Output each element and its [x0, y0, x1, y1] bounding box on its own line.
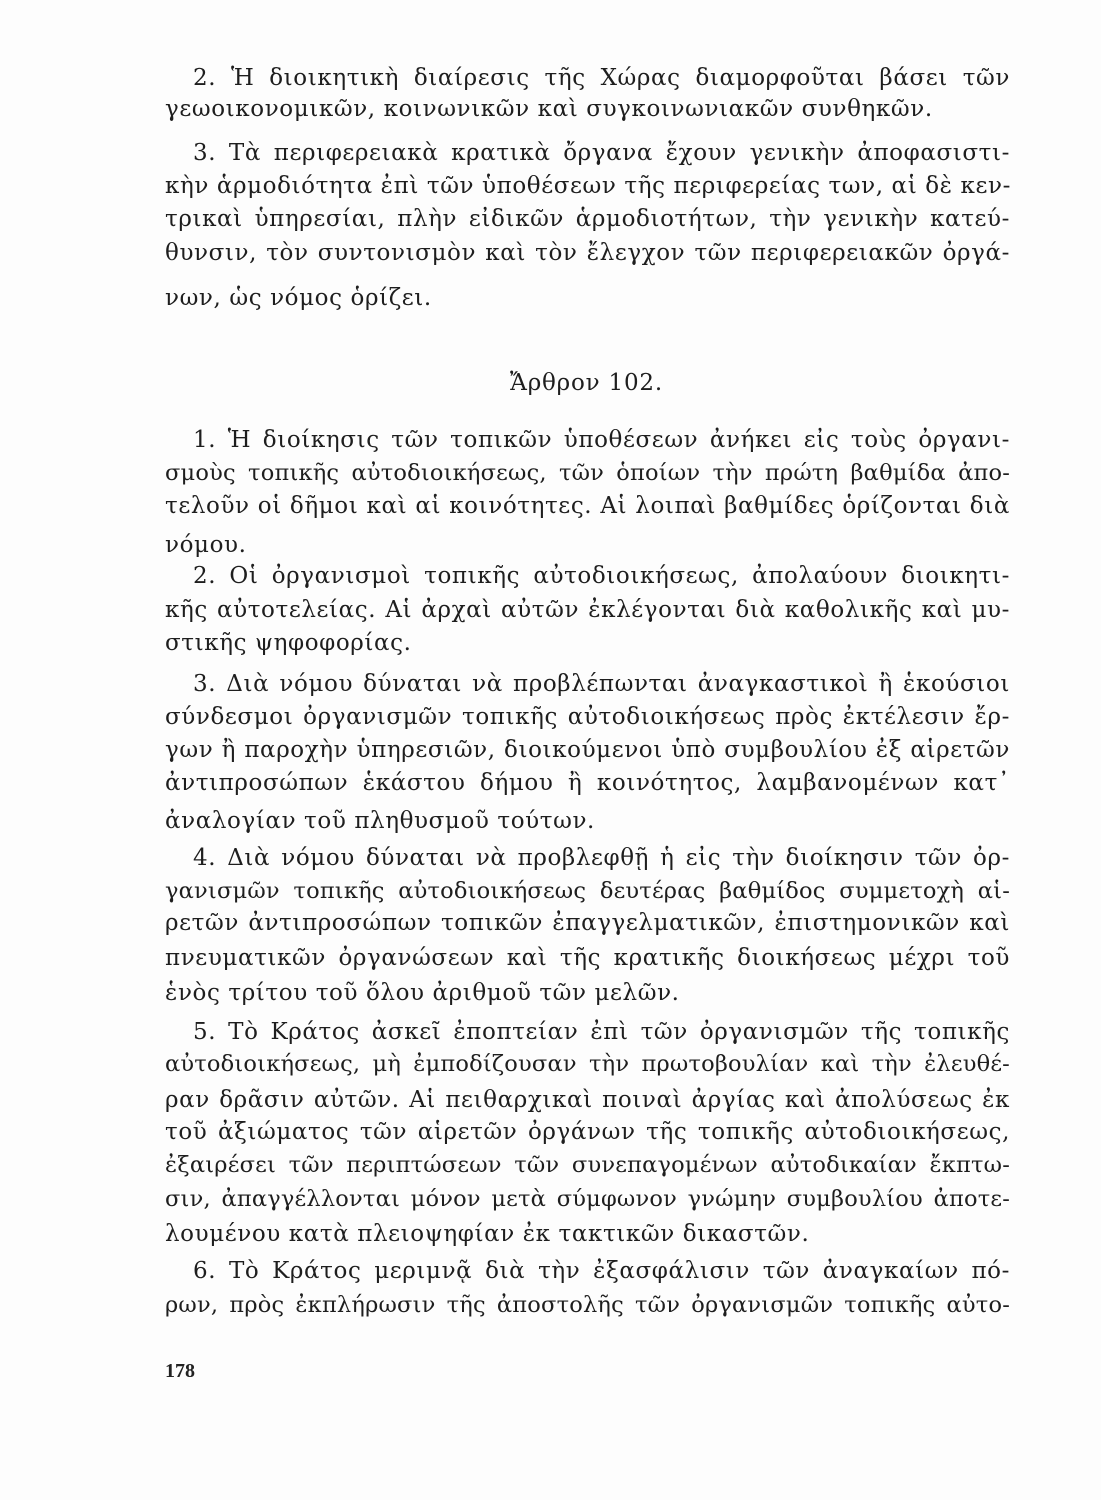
text-line: 4. Διὰ νόμου δύναται νὰ προβλεφθῇ ἡ εἰς τὴν διοίκησιν τῶν ὀρ-: [193, 845, 1010, 871]
text-line: αὐτοδιοικήσεως, μὴ ἐμποδίζουσαν τὴν πρωτοβουλίαν καὶ τὴν ἐλευθέ-: [165, 1051, 1010, 1077]
text-line: ραν δρᾶσιν αὐτῶν. Αἱ πειθαρχικαὶ ποιναὶ ἀργίας καὶ ἀπολύσεως ἐκ: [165, 1087, 1010, 1113]
text-line: λουμένου κατὰ πλειοψηφίαν ἐκ τακτικῶν δικαστῶν.: [165, 1221, 810, 1247]
page-number: 178: [165, 1360, 195, 1382]
text-line: στικῆς ψηφοφορίας.: [165, 630, 412, 656]
text-line: τελοῦν οἱ δῆμοι καὶ αἱ κοινότητες. Αἱ λοιπαὶ βαθμίδες ὁρίζονται διὰ: [165, 493, 1010, 519]
text-line: ἀναλογίαν τοῦ πληθυσμοῦ τούτων.: [165, 808, 595, 834]
text-line: σιν, ἀπαγγέλλονται μόνον μετὰ σύμφωνον γνώμην συμβουλίου ἀποτε-: [165, 1186, 1010, 1212]
text-line: ἀντιπροσώπων ἑκάστου δήμου ἢ κοινότητος, λαμβανομένων κατ᾿: [165, 770, 1010, 796]
text-line: 2. Ἡ διοικητικὴ διαίρεσις τῆς Χώρας διαμορφοῦται βάσει τῶν: [193, 65, 1010, 91]
text-line: πνευματικῶν ὀργανώσεων καὶ τῆς κρατικῆς διοικήσεως μέχρι τοῦ: [165, 945, 1010, 971]
text-line: κὴν ἁρμοδιότητα ἐπὶ τῶν ὑποθέσεων τῆς περιφερείας των, αἱ δὲ κεν-: [165, 173, 1011, 199]
text-line: σμοὺς τοπικῆς αὐτοδιοικήσεως, τῶν ὁποίων τὴν πρώτη βαθμίδα ἀπο-: [165, 460, 1010, 486]
text-line: σύνδεσμοι ὀργανισμῶν τοπικῆς αὐτοδιοικήσεως πρὸς ἐκτέλεσιν ἔρ-: [165, 704, 1010, 730]
text-line: ρετῶν ἀντιπροσώπων τοπικῶν ἐπαγγελματικῶν, ἐπιστημονικῶν καὶ: [165, 910, 1010, 936]
text-line: θυνσιν, τὸν συντονισμὸν καὶ τὸν ἔλεγχον τῶν περιφερειακῶν ὀργά-: [165, 240, 1010, 266]
text-line: κῆς αὐτοτελείας. Αἱ ἀρχαὶ αὐτῶν ἐκλέγονται διὰ καθολικῆς καὶ μυ-: [165, 597, 1010, 623]
text-line: ἐξαιρέσει τῶν περιπτώσεων τῶν συνεπαγομένων αὐτοδικαίαν ἔκπτω-: [165, 1152, 1010, 1178]
text-line: 6. Τὸ Κράτος μεριμνᾷ διὰ τὴν ἐξασφάλισιν τῶν ἀναγκαίων πό-: [193, 1258, 1010, 1284]
text-line: ἑνὸς τρίτου τοῦ ὅλου ἀριθμοῦ τῶν μελῶν.: [165, 980, 680, 1006]
text-line: γανισμῶν τοπικῆς αὐτοδιοικήσεως δευτέρας βαθμίδος συμμετοχὴ αἱ-: [165, 878, 1010, 904]
text-line: 5. Τὸ Κράτος ἀσκεῖ ἐποπτείαν ἐπὶ τῶν ὀργανισμῶν τῆς τοπικῆς: [193, 1019, 1010, 1045]
text-line: τρικαὶ ὑπηρεσίαι, πλὴν εἰδικῶν ἁρμοδιοτήτων, τὴν γενικὴν κατεύ-: [165, 206, 1010, 232]
text-line: 3. Τὰ περιφερειακὰ κρατικὰ ὄργανα ἔχουν γενικὴν ἀποφασιστι-: [193, 140, 1010, 166]
text-line: γεωοικονομικῶν, κοινωνικῶν καὶ συγκοινωνιακῶν συνθηκῶν.: [165, 96, 933, 122]
text-line: ρων, πρὸς ἐκπλήρωσιν τῆς ἀποστολῆς τῶν ὀργανισμῶν τοπικῆς αὐτο-: [165, 1292, 1010, 1318]
text-line: τοῦ ἀξιώματος τῶν αἱρετῶν ὀργάνων τῆς τοπικῆς αὐτοδιοικήσεως,: [165, 1119, 1010, 1145]
text-line: νων, ὡς νόμος ὁρίζει.: [165, 285, 432, 311]
text-line: γων ἢ παροχὴν ὑπηρεσιῶν, διοικούμενοι ὑπὸ συμβουλίου ἐξ αἱρετῶν: [165, 737, 1010, 763]
article-heading: Ἄρθρον 102.: [510, 370, 663, 396]
text-line: 2. Οἱ ὀργανισμοὶ τοπικῆς αὐτοδιοικήσεως, ἀπολαύουν διοικητι-: [193, 563, 1010, 589]
text-line: νόμου.: [165, 532, 247, 558]
text-line: 3. Διὰ νόμου δύναται νὰ προβλέπωνται ἀναγκαστικοὶ ἢ ἑκούσιοι: [193, 671, 1010, 697]
text-line: 1. Ἡ διοίκησις τῶν τοπικῶν ὑποθέσεων ἀνήκει εἰς τοὺς ὀργανι-: [193, 427, 1010, 453]
